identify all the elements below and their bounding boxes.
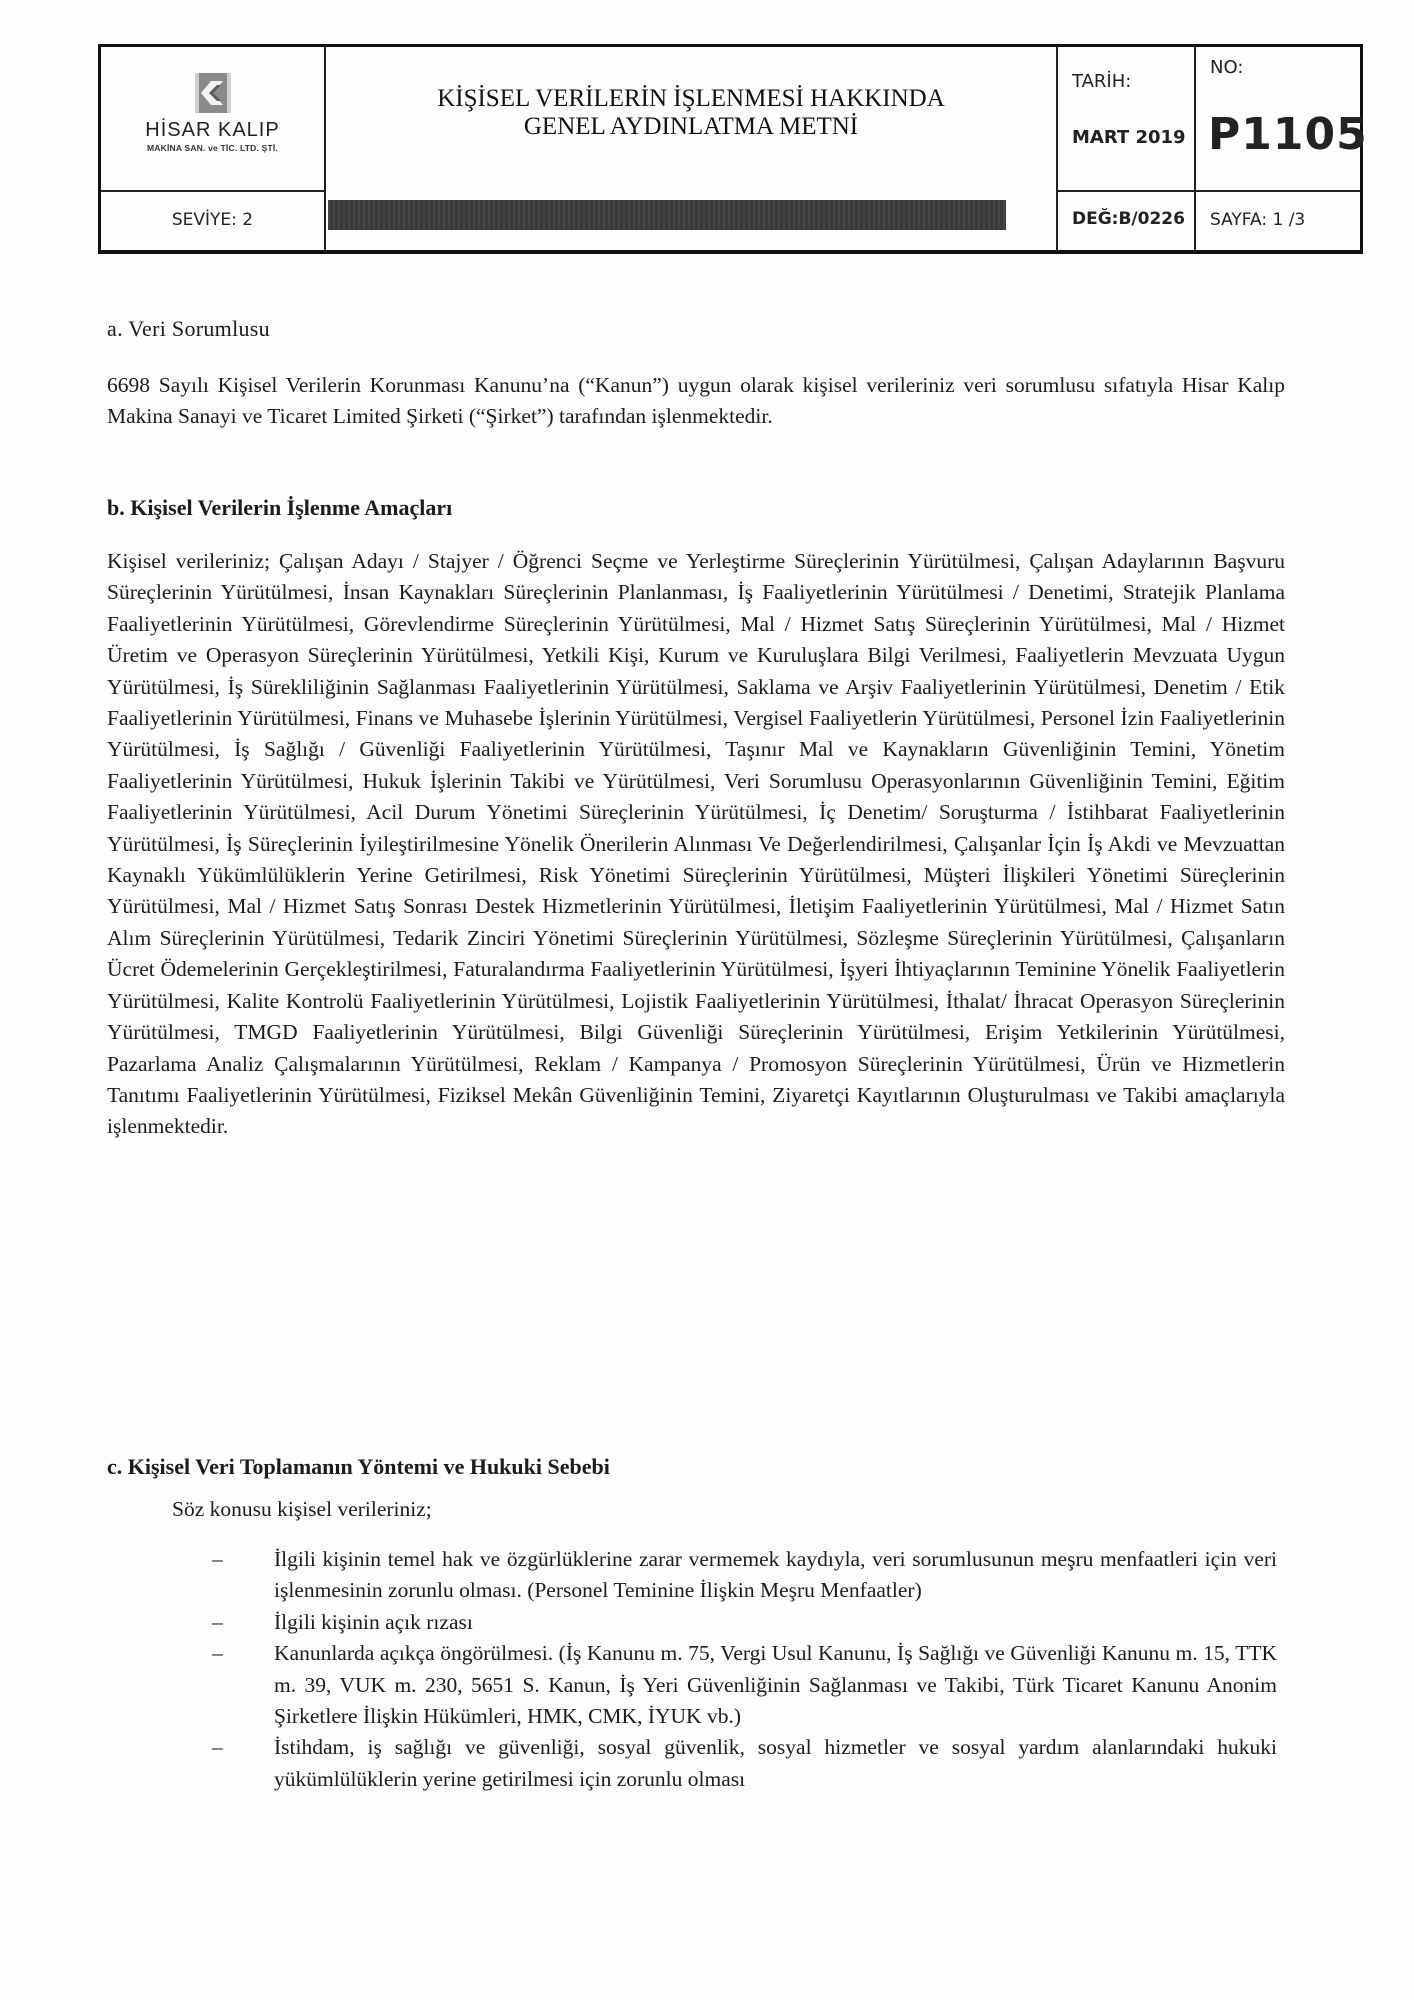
date-label: TARİH: [1072,71,1132,92]
list-item-text: İstihdam, iş sağlığı ve güvenliği, sosyal güvenlik, sosyal hizmetler ve sosyal yardım alanlarındaki hukuki yükümlülüklerin yerine getirilmesi için zorunlu olması [274,1735,1277,1791]
date-value: MART 2019 [1072,127,1186,148]
document-title-line1: KİŞİSEL VERİLERİN İŞLENMESİ HAKKINDA [437,85,945,112]
list-item [212,1544,1277,1607]
list-item-text: İlgili kişinin açık rızası [274,1609,473,1634]
section-b-body: Kişisel verileriniz; Çalışan Adayı / Stajyer / Öğrenci Seçme ve Yerleştirme Süreçlerinin Yürütülmesi, Çalışan Adaylarının Başvuru Süreçlerinin Yürütülmesi, İnsan Kaynakları Süreçlerinin Planlanması, İş Faaliyetlerinin Yürütülmesi / Denetimi, Stratejik Planlama Faaliyetlerinin Yürütülmesi, Görevlendirme Süreçlerinin Yürütülmesi, Mal / Hizmet Satış Süreçlerinin Yürütülmesi, Mal / Hizmet Üretim ve Operasyon Süreçlerinin Yürütülmesi, Yetkili Kişi, Kurum ve Kuruluşlara Bilgi Verilmesi, Faaliyetlerin Mevzuata Uygun Yürütülmesi, İş Sürekliliğinin Sağlanması Faaliyetlerinin Yürütülmesi, Saklama ve Arşiv Faaliyetlerinin Yürütülmesi, Denetim / Etik Faaliyetlerinin Yürütülmesi, Finans ve Muhasebe İşlerinin Yürütülmesi, Vergisel Faaliyetlerin Yürütülmesi, Personel İzin Faaliyetlerinin Yürütülmesi, İş Sağlığı / Güvenliği Faaliyetlerinin Yürütülmesi, Taşınır Mal ve Kaynakların Güvenliğinin Temini, Yönetim Faaliyetlerinin Yürütülmesi, Hukuk İşlerinin Takibi ve Yürütülmesi, Veri Sorumlusu Operasyonlarının Güvenliğinin Temini, Eğitim Faaliyetlerinin Yürütülmesi, Acil Durum Yönetimi Süreçlerinin Yürütülmesi, İç Denetim/ Soruşturma / İstihbarat Faaliyetlerinin Yürütülmesi, İş Süreçlerinin İyileştirilmesine Yönelik Önerilerin Alınması Ve Değerlendirilmesi, Çalışanlar İçin İş Akdi ve Mevzuattan Kaynaklı Yükümlülüklerin Yerine Getirilmesi, Risk Yönetimi Süreçlerinin Yürütülmesi, Müşteri İlişkileri Yönetimi Süreçlerinin Yürütülmesi, Mal / Hizmet Satış Sonrası Destek Hizmetlerinin Yürütülmesi, İletişim Faaliyetlerinin Yürütülmesi, Mal / Hizmet Satın Alım Süreçlerinin Yürütülmesi, Tedarik Zinciri Yönetimi Süreçlerinin Yürütülmesi, Sözleşme Süreçlerinin Yürütülmesi, Çalışanların Ücret Ödemelerinin Gerçekleştirilmesi, Faturalandırma Faaliyetlerinin Yürütülmesi, İşyeri İhtiyaçlarının Teminine Yönelik Faaliyetlerin Yürütülmesi, Kalite Kontrolü Faaliyetlerinin Yürütülmesi, Lojistik Faaliyetlerinin Yürütülmesi, İthalat/ İhracat Operasyon Süreçlerinin Yürütülmesi, TMGD Faaliyetlerinin Yürütülmesi, Bilgi Güvenliği Süreçlerinin Yürütülmesi, Erişim Yetkilerinin Yürütülmesi, Pazarlama Analiz Çalışmalarının Yürütülmesi, Reklam / Kampanya / Promosyon Süreçlerinin Yürütülmesi, Ürün ve Hizmetlerin Tanıtımı Faaliyetlerinin Yürütülmesi, Fiziksel Mekân Güvenliğinin Temini, Ziyaretçi Kayıtlarının Oluşturulması ve Takibi amaçlarıyla işlenmektedir. [107,549,1285,1139]
revision-cell [1058,192,1196,250]
document-number-value: P1105 [1208,109,1368,160]
hisar-kalip-logo-icon [195,73,231,113]
company-subtitle: MAKİNA SAN. ve TİC. LTD. ŞTİ. [147,143,278,153]
list-item [212,1607,1277,1638]
revision-value: DEĞ:B/0226 [1072,209,1185,229]
list-item [212,1732,1277,1795]
redacted-bar [328,200,1006,230]
section-a-body: 6698 Sayılı Kişisel Verilerin Korunması Kanunu’na (“Kanun”) uygun olarak kişisel verileriniz veri sorumlusu sıfatıyla Hisar Kalıp Makina Sanayi ve Ticaret Limited Şirketi (“Şirket”) tarafından işlenmektedir. [107,373,1285,429]
section-c-intro: Söz konusu kişisel verileriniz; [172,1497,432,1521]
dash-bullet-icon: – [212,1547,223,1571]
date-cell [1058,47,1196,192]
document-title-cell [326,47,1058,192]
dash-bullet-icon: – [212,1735,223,1760]
list-item-text: İlgili kişinin temel hak ve özgürlüklerine zarar vermemek kaydıyla, veri sorumlusunun meşru menfaatleri için veri işlenmesinin zorunlu olması. (Personel Teminine İlişkin Meşru Menfaatler) [274,1547,1277,1603]
level-cell [101,192,326,250]
section-c-heading: c. Kişisel Veri Toplamanın Yöntemi ve Hukuki Sebebi [107,1454,610,1479]
list-item-text: Kanunlarda açıkça öngörülmesi. (İş Kanunu m. 75, Vergi Usul Kanunu, İş Sağlığı ve Güvenliği Kanunu m. 15, TTK m. 39, VUK m. 230, 5651 S. Kanun, İş Yeri Güvenliğinin Sağlanması ve Takibi, Türk Ticaret Kanunu Anonim Şirketlere İlişkin Hükümleri, HMK, CMK, İYUK vb.) [274,1641,1277,1729]
company-name: HİSAR KALIP [145,119,280,141]
page-number-value: SAYFA: 1 /3 [1210,210,1306,230]
document-number-cell [1196,47,1368,192]
dash-bullet-icon: – [212,1609,223,1634]
document-number-label: NO: [1210,57,1244,78]
redacted-bar-cell [326,192,1058,250]
section-b-heading: b. Kişisel Verilerin İşlenme Amaçları [107,495,453,520]
list-item [212,1638,1277,1732]
level-value: SEVİYE: 2 [171,210,254,230]
page-number-cell [1196,192,1360,250]
company-logo-cell [101,47,326,192]
document-title-line2: GENEL AYDINLATMA METNİ [523,113,859,140]
dash-bullet-icon: – [212,1641,223,1666]
section-a-heading: a. Veri Sorumlusu [107,316,270,341]
legal-basis-list [212,1544,1277,1795]
document-header-table [98,44,1368,254]
